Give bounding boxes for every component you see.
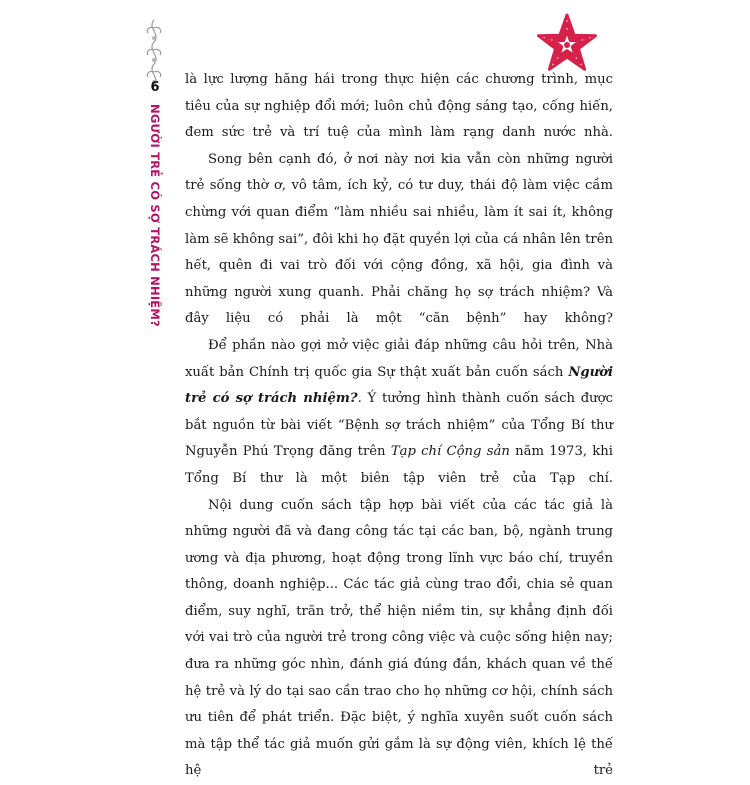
paragraph-1: là lực lượng hăng hái trong thực hiện các chương trình, mục tiêu của sự nghiệp đổi mới; luôn chủ động sáng tạo, cống hiến, đem sức trẻ và trí tuệ của mình làm rạng danh nước nhà. — [185, 67, 613, 147]
page-number: 6 — [144, 80, 166, 95]
paragraph-3-part-c: năm 1973, khi Tổng Bí thư là một biên tập viên trẻ của Tạp chí. — [185, 444, 613, 486]
paragraph-3-part-a: Để phần nào gợi mở việc giải đáp những câu hỏi trên, Nhà xuất bản Chính trị quốc gia Sự thật xuất bản cuốn sách — [185, 338, 613, 380]
paragraph-2: Song bên cạnh đó, ở nơi này nơi kia vẫn còn những người trẻ sống thờ ơ, vô tâm, ích kỷ, có tư duy, thái độ làm việc cầm chừng với quan điểm “làm nhiều sai nhiều, làm ít sai ít, không làm sẽ không sai”, đôi khi họ đặt quyền lợi của cá nhân lên trên hết, quên đi vai trò đối với cộng đồng, xã hội, gia đình và những người xung quanh. Phải chăng họ sợ trách nhiệm? Và đây liệu có phải là một “căn bệnh” hay không? — [185, 147, 613, 333]
book-title: Người trẻ có sợ trách nhiệm? — [185, 365, 613, 407]
running-title: NGƯỜI TRẺ CÓ SỢ TRÁCH NHIỆM? — [147, 104, 163, 327]
paragraph-4: Nội dung cuốn sách tập hợp bài viết của các tác giả là những người đã và đang công tác tại các ban, bộ, ngành trung ương và địa phương, hoạt động trong lĩnh vực báo chí, truyền thông, doanh nghiệp... Các tác giả cùng trao đổi, chia sẻ quan điểm, suy nghĩ, trăn trở, thể hiện niềm tin, sự khẳng định đối với vai trò của người trẻ trong công việc và cuộc sống hiện nay; đưa ra những góc nhìn, đánh giá đúng đắn, khách quan về thế hệ trẻ và lý do tại sao cần trao cho họ những cơ hội, chính sách ưu tiên để phát triển. Đặc biệt, ý nghĩa xuyên suốt cuốn sách mà tập thể tác giả muốn gửi gắm là sự động viên, khích lệ thế hệ trẻ — [185, 493, 613, 785]
body-text — [185, 67, 613, 785]
floral-ornament-icon — [143, 18, 165, 88]
paragraph-3 — [185, 333, 613, 493]
journal-title: Tạp chí Cộng sản — [391, 444, 510, 459]
paragraph-3-part-b: . Ý tưởng hình thành cuốn sách được bắt nguồn từ bài viết “Bệnh sợ trách nhiệm” của Tổng Bí thư Nguyễn Phú Trọng đăng trên — [185, 391, 613, 459]
